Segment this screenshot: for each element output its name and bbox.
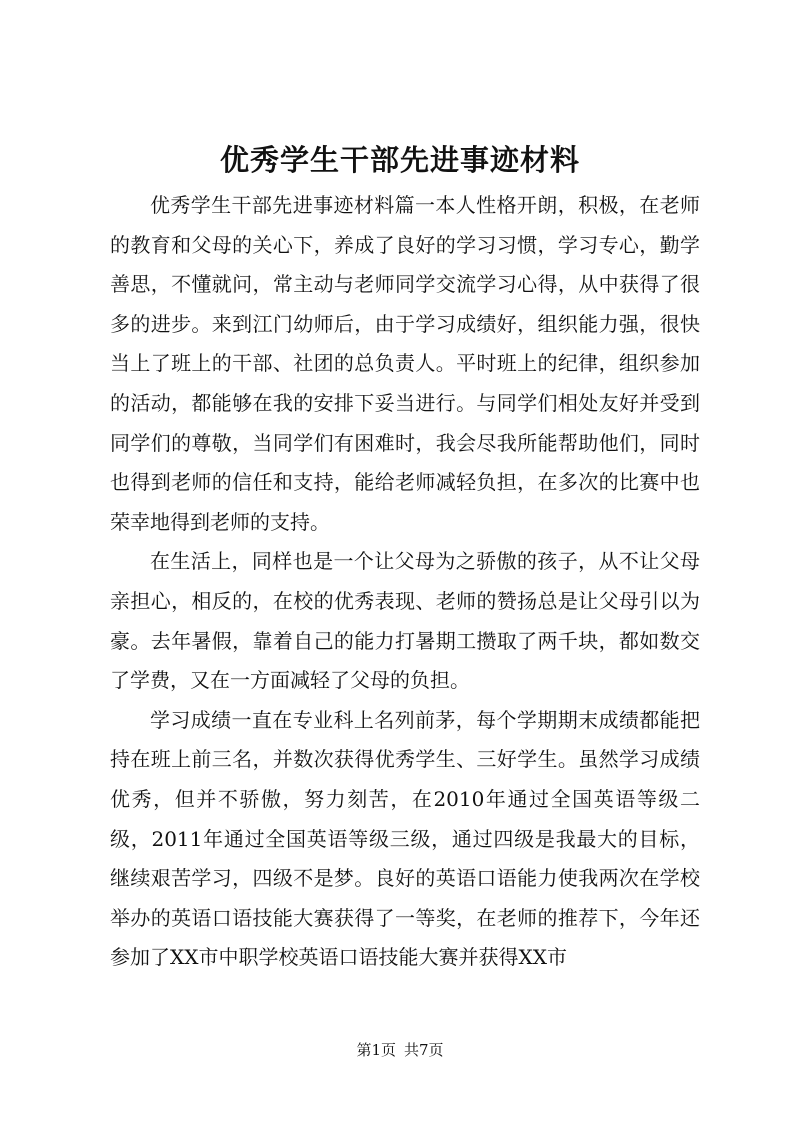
paragraph-3: 学习成绩一直在专业科上名列前茅，每个学期期末成绩都能把持在班上前三名，并数次获得优秀学生、三好学生。虽然学习成绩优秀，但并不骄傲，努力刻苦，在2010年通过全国英语等级二级，2011年通过全国英语等级三级，通过四级是我最大的目标，继续艰苦学习，四级不是梦。良好的英语口语能力使我两次在学校举办的英语口语技能大赛获得了一等奖，在老师的推荐下，今年还参加了XX市中职学校英语口语技能大赛并获得XX市 [110, 707, 700, 970]
document-title: 优秀学生干部先进事迹材料 [219, 143, 580, 177]
page-number: 第1页 [356, 1041, 396, 1059]
document-body [110, 186, 700, 978]
page-footer [0, 1040, 800, 1060]
paragraph-2: 在生活上，同样也是一个让父母为之骄傲的孩子，从不让父母亲担心，相反的，在校的优秀表现、老师的赞扬总是让父母引以为豪。去年暑假，靠着自己的能力打暑期工攒取了两千块，都如数交了学费，又在一方面减轻了父母的负担。 [110, 549, 700, 693]
page-total: 共7页 [404, 1041, 444, 1059]
paragraph-1: 优秀学生干部先进事迹材料篇一本人性格开朗，积极，在老师的教育和父母的关心下，养成了良好的学习习惯，学习专心，勤学善思，不懂就问，常主动与老师同学交流学习心得，从中获得了很多的进步。来到江门幼师后，由于学习成绩好，组织能力强，很快当上了班上的干部、社团的总负责人。平时班上的纪律，组织参加的活动，都能够在我的安排下妥当进行。与同学们相处友好并受到同学们的尊敬，当同学们有困难时，我会尽我所能帮助他们，同时也得到老师的信任和支持，能给老师减轻负担，在多次的比赛中也荣幸地得到老师的支持。 [110, 193, 700, 534]
